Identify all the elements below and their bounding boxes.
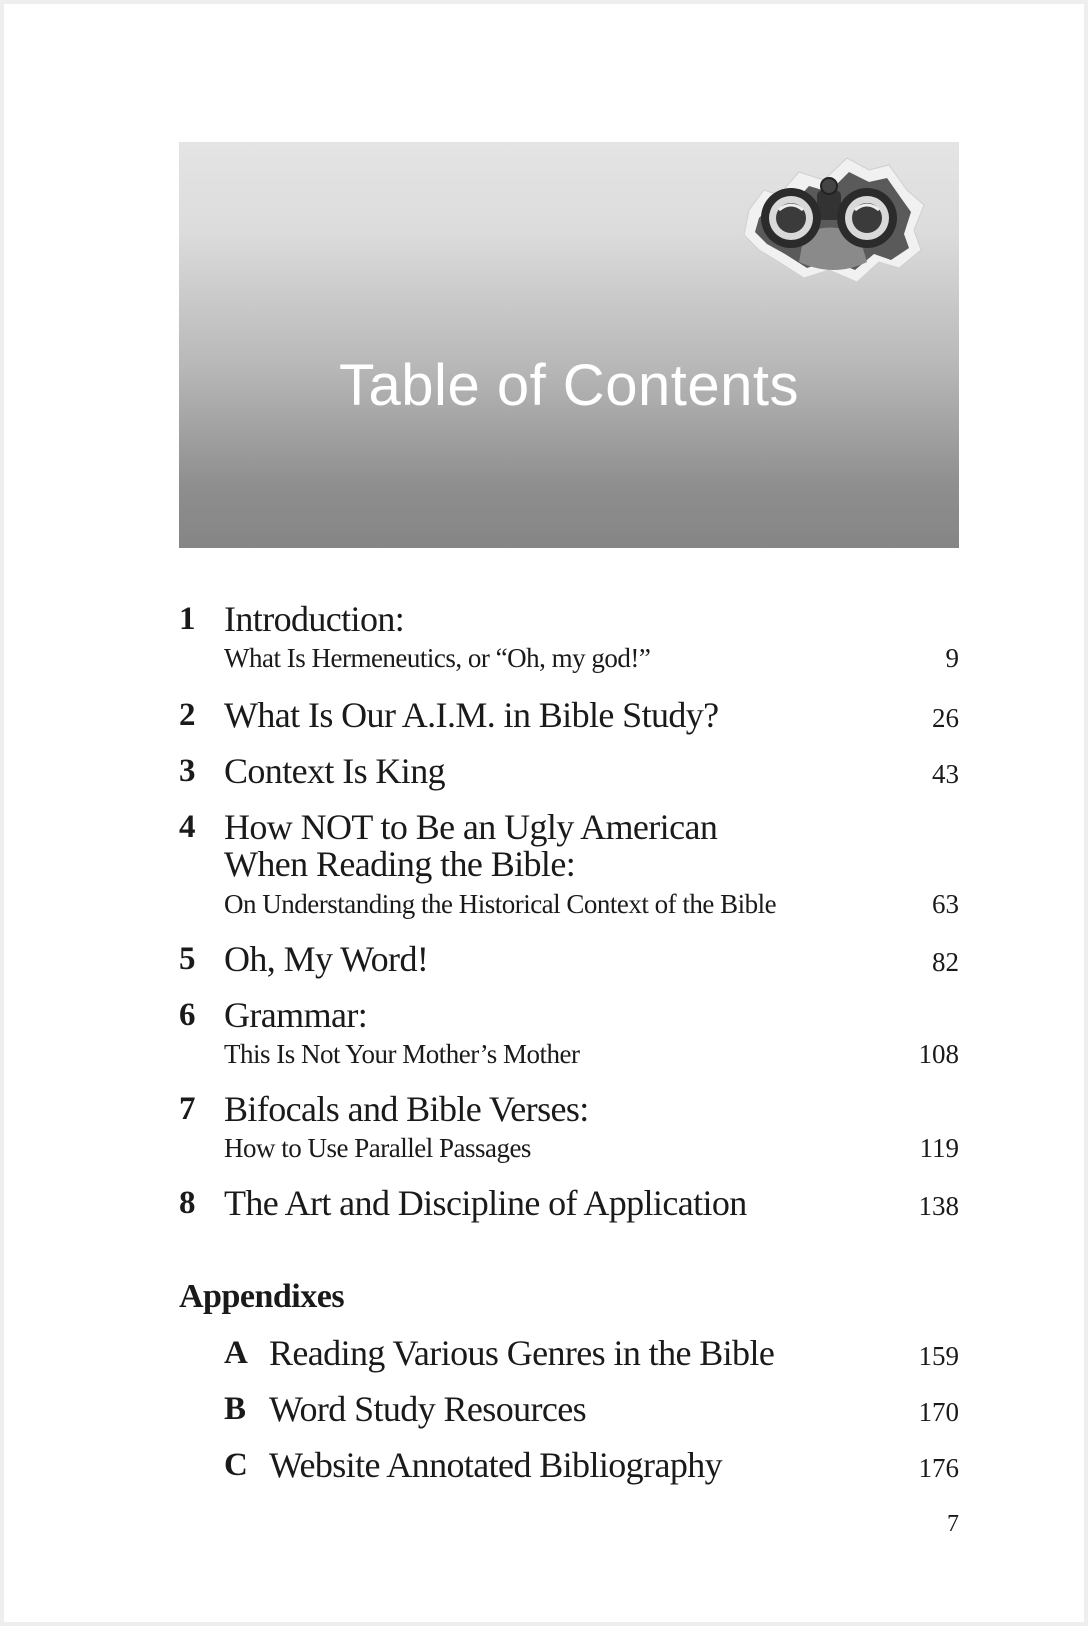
- chapter-number: 7: [179, 1091, 196, 1127]
- chapter-number: 6: [179, 997, 196, 1033]
- toc-appendix-b[interactable]: [179, 1390, 959, 1430]
- toc-entry-1[interactable]: [179, 600, 959, 680]
- page-number: 9: [945, 643, 959, 673]
- toc-entry-2[interactable]: [179, 696, 959, 736]
- toc-appendix-c[interactable]: [179, 1446, 959, 1486]
- page-number: 119: [919, 1133, 959, 1163]
- folio-page-number: 7: [947, 1511, 959, 1537]
- chapter-title: Context Is King: [224, 751, 445, 791]
- chapter-subtitle: On Understanding the Historical Context of the Bible: [224, 889, 777, 919]
- page-number: 170: [918, 1397, 959, 1427]
- chapter-number: 1: [179, 601, 196, 637]
- binoculars-icon: [729, 150, 929, 290]
- chapter-title: What Is Our A.I.M. in Bible Study?: [224, 695, 719, 735]
- toc-entry-5[interactable]: [179, 940, 959, 980]
- appendix-letter: B: [224, 1391, 247, 1427]
- page-number: 159: [918, 1341, 959, 1371]
- toc-entry-6[interactable]: [179, 996, 959, 1076]
- chapter-number: 5: [179, 941, 196, 977]
- page-number: 63: [932, 889, 959, 919]
- page-number: 26: [932, 703, 959, 733]
- page-number: 43: [932, 759, 959, 789]
- appendix-title: Website Annotated Bibliography: [269, 1445, 723, 1485]
- chapter-number: 2: [179, 697, 196, 733]
- chapter-title: The Art and Discipline of Application: [224, 1183, 747, 1223]
- page-number: 82: [932, 947, 959, 977]
- appendixes-heading: Appendixes: [179, 1278, 345, 1315]
- toc-entry-7[interactable]: [179, 1090, 959, 1170]
- appendix-title: Reading Various Genres in the Bible: [269, 1333, 775, 1373]
- chapter-number: 4: [179, 809, 196, 845]
- chapter-title-line2: When Reading the Bible:: [224, 844, 576, 884]
- chapter-subtitle: How to Use Parallel Passages: [224, 1133, 531, 1163]
- chapter-title: Grammar:: [224, 995, 368, 1035]
- appendixes-section: [179, 1278, 959, 1318]
- appendix-letter: A: [224, 1335, 248, 1371]
- chapter-subtitle: This Is Not Your Mother’s Mother: [224, 1039, 580, 1069]
- chapter-number: 8: [179, 1185, 196, 1221]
- toc-entry-4[interactable]: [179, 808, 959, 928]
- toc-banner: [179, 142, 959, 548]
- toc-entry-8[interactable]: [179, 1184, 959, 1224]
- chapter-title: How NOT to Be an Ugly American: [224, 807, 718, 847]
- chapter-number: 3: [179, 753, 196, 789]
- chapter-title: Introduction:: [224, 599, 405, 639]
- page-number: 108: [918, 1039, 959, 1069]
- page-title: Table of Contents: [339, 353, 799, 418]
- toc-appendix-a[interactable]: [179, 1334, 959, 1374]
- page-number: 138: [918, 1191, 959, 1221]
- chapter-title: Oh, My Word!: [224, 939, 429, 979]
- chapter-title: Bifocals and Bible Verses:: [224, 1089, 589, 1129]
- appendix-title: Word Study Resources: [269, 1389, 587, 1429]
- page-footer: [179, 1510, 959, 1540]
- appendix-letter: C: [224, 1447, 248, 1483]
- book-page: [4, 4, 1084, 1622]
- page-number: 176: [918, 1453, 959, 1483]
- toc-entry-3[interactable]: [179, 752, 959, 792]
- chapter-subtitle: What Is Hermeneutics, or “Oh, my god!”: [224, 643, 651, 673]
